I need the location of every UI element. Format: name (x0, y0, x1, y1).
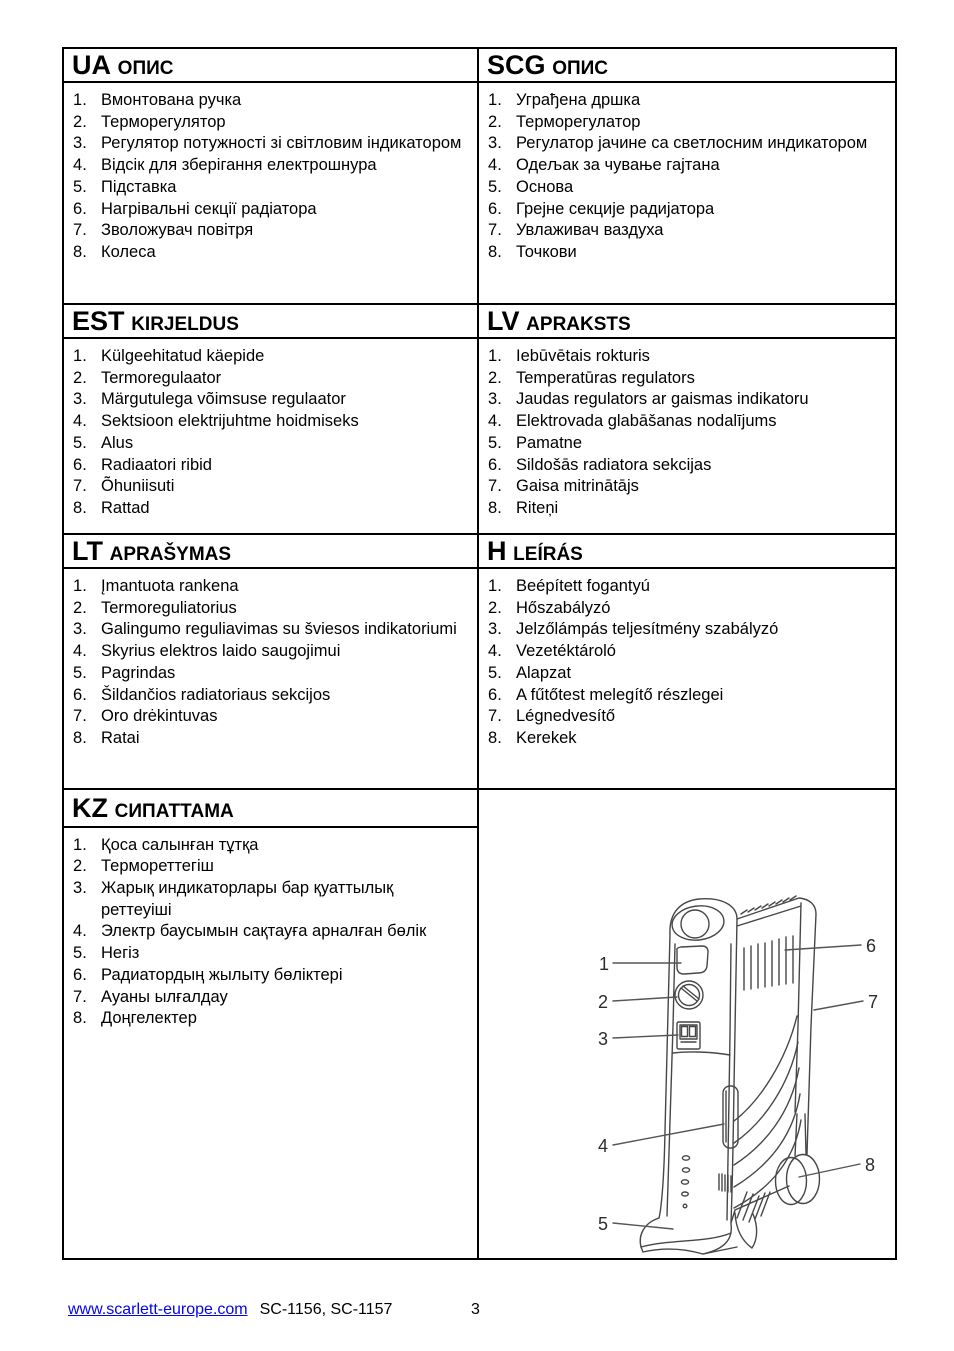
section-title: KIRJELDUS (131, 314, 239, 335)
leader-lines (613, 945, 863, 1229)
section-header-est (63, 304, 478, 338)
part-item: Termoregulaator (101, 368, 222, 387)
page-footer (68, 1301, 886, 1319)
page-number: 3 (471, 1301, 480, 1318)
parts-list-kz (64, 828, 477, 1030)
section-header-scg (478, 48, 896, 82)
part-item: Увлаживач ваздуха (516, 221, 664, 240)
part-item: Точкови (516, 242, 577, 261)
part-item: Нагрівальні секції радіатора (101, 199, 317, 218)
part-item: Légnedvesítő (516, 707, 616, 726)
part-item: Термореттегіш (101, 857, 214, 876)
part-item: Зволожувач повітря (101, 221, 254, 240)
heater-front-column (659, 899, 737, 1223)
part-item: Уграђена дршка (516, 91, 641, 109)
part-item: Pagrindas (101, 663, 176, 682)
section-title: APRAKSTS (526, 314, 631, 335)
part-item: Radiaatori ribid (101, 455, 212, 474)
part-item: Vezetéktároló (516, 642, 616, 661)
part-item: Радиатордың жылыту бөліктері (101, 965, 343, 984)
power-switch (677, 1022, 700, 1049)
part-item: Termoreguliatorius (101, 598, 237, 617)
parts-list-lt (64, 569, 477, 750)
model-numbers: SC-1156, SC-1157 (259, 1301, 393, 1318)
label-7: 7 (868, 992, 879, 1012)
label-5: 5 (598, 1214, 609, 1234)
heater-diagram-cell (478, 789, 896, 1259)
part-item: Sektsioon elektrijuhtme hoidmiseks (101, 412, 359, 431)
part-item: Терморегулатор (516, 112, 641, 131)
part-item: Регулятор потужності зі світловим індикатором (101, 134, 462, 153)
part-item: Õhuniisuti (101, 477, 175, 496)
section-header-kz (63, 789, 478, 827)
part-item: Негіз (101, 944, 140, 963)
language-code: EST (72, 306, 125, 336)
part-item: Alus (101, 433, 134, 452)
label-4: 4 (598, 1136, 609, 1156)
wheel (776, 1114, 820, 1205)
part-item: Відсік для зберігання електрошнура (101, 156, 377, 175)
side-panel-arcs (734, 1016, 801, 1222)
part-item: Skyrius elektros laido saugojimui (101, 642, 341, 661)
part-item: Терморегулятор (101, 112, 226, 131)
label-3: 3 (598, 1029, 609, 1049)
section-title: APRAŠYMAS (109, 544, 232, 565)
part-item: Gaisa mitrinātājs (516, 477, 639, 496)
part-item: A fűtőtest melegítő részlegei (516, 685, 724, 704)
thermostat-knob (675, 981, 703, 1009)
heater-body (737, 896, 816, 1154)
part-item: Külgeehitatud käepide (101, 347, 265, 365)
part-item: Šildančios radiatoriaus sekcijos (101, 685, 331, 704)
part-item: Rattad (101, 498, 150, 517)
part-item: Одељак за чување гајтана (516, 156, 720, 175)
section-header-ua (63, 48, 478, 82)
part-item: Hőszabályzó (516, 598, 611, 617)
part-item: Alapzat (516, 663, 572, 682)
part-item: Вмонтована ручка (101, 91, 242, 109)
part-item: Temperatūras regulators (516, 368, 695, 387)
part-item: Galingumo reguliavimas su šviesos indikatoriumi (101, 620, 457, 639)
label-1: 1 (599, 954, 610, 974)
language-code: LV (487, 306, 520, 336)
language-code: KZ (72, 792, 108, 823)
part-item: Колеса (101, 242, 156, 261)
part-item: Oro drėkintuvas (101, 707, 218, 726)
part-item: Elektrovada glabāšanas nodalījums (516, 412, 777, 431)
parts-list-h (479, 569, 895, 750)
section-header-h (478, 534, 896, 568)
part-item: Riteņi (516, 498, 559, 517)
label-6: 6 (866, 936, 877, 956)
part-item: Beépített fogantyú (516, 577, 650, 595)
part-item: Підставка (101, 177, 177, 196)
radiator-fin-slots (744, 936, 793, 990)
diagram-labels (598, 936, 878, 1234)
indicator-vents (681, 1156, 689, 1208)
parts-list-ua (64, 83, 477, 264)
parts-list-scg (479, 83, 895, 264)
website-link[interactable]: www.scarlett-europe.com (68, 1301, 248, 1318)
parts-list-est (64, 339, 477, 520)
parts-description-table (62, 47, 897, 1260)
handle-recess (677, 946, 708, 974)
part-item: Įmantuota rankena (101, 577, 239, 595)
language-code: H (487, 536, 507, 566)
part-item: Қоса салынған тұтқа (101, 835, 259, 854)
part-item: Ауаны ылғалдау (101, 987, 228, 1006)
language-code: SCG (487, 50, 546, 80)
section-title: ОПИС (117, 58, 174, 79)
heater-diagram (585, 886, 895, 1258)
section-title: LEÍRÁS (513, 544, 583, 565)
part-item: Iebūvētais rokturis (516, 347, 650, 365)
language-code: UA (72, 50, 111, 80)
section-header-lv (478, 304, 896, 338)
part-item: Ratai (101, 728, 140, 747)
part-item: Kerekek (516, 728, 577, 747)
part-item: Регулатор јачине са светлосним индикатором (516, 134, 868, 153)
language-code: LT (72, 536, 103, 566)
part-item: Грејне секције радијатора (516, 199, 715, 218)
part-item: Электр баусымын сақтауға арналған бөлік (101, 922, 427, 941)
part-item: Sildošās radiatora sekcijas (516, 455, 712, 474)
section-header-lt (63, 534, 478, 568)
label-2: 2 (598, 992, 609, 1012)
section-title: СИПАТТАМА (114, 800, 234, 822)
part-item: Pamatne (516, 433, 583, 452)
part-item: Основа (516, 177, 574, 196)
part-item: Jelzőlámpás teljesítmény szabályzó (516, 620, 779, 639)
part-item: Жарық индикаторлары бар қуаттылық реттеуіші (101, 879, 394, 919)
label-8: 8 (865, 1155, 876, 1175)
part-item: Доңгелектер (101, 1009, 197, 1028)
part-item: Märgutulega võimsuse regulaator (101, 390, 346, 409)
section-title: ОПИС (552, 58, 608, 79)
part-item: Jaudas regulators ar gaismas indikatoru (516, 390, 809, 409)
parts-list-lv (479, 339, 895, 520)
